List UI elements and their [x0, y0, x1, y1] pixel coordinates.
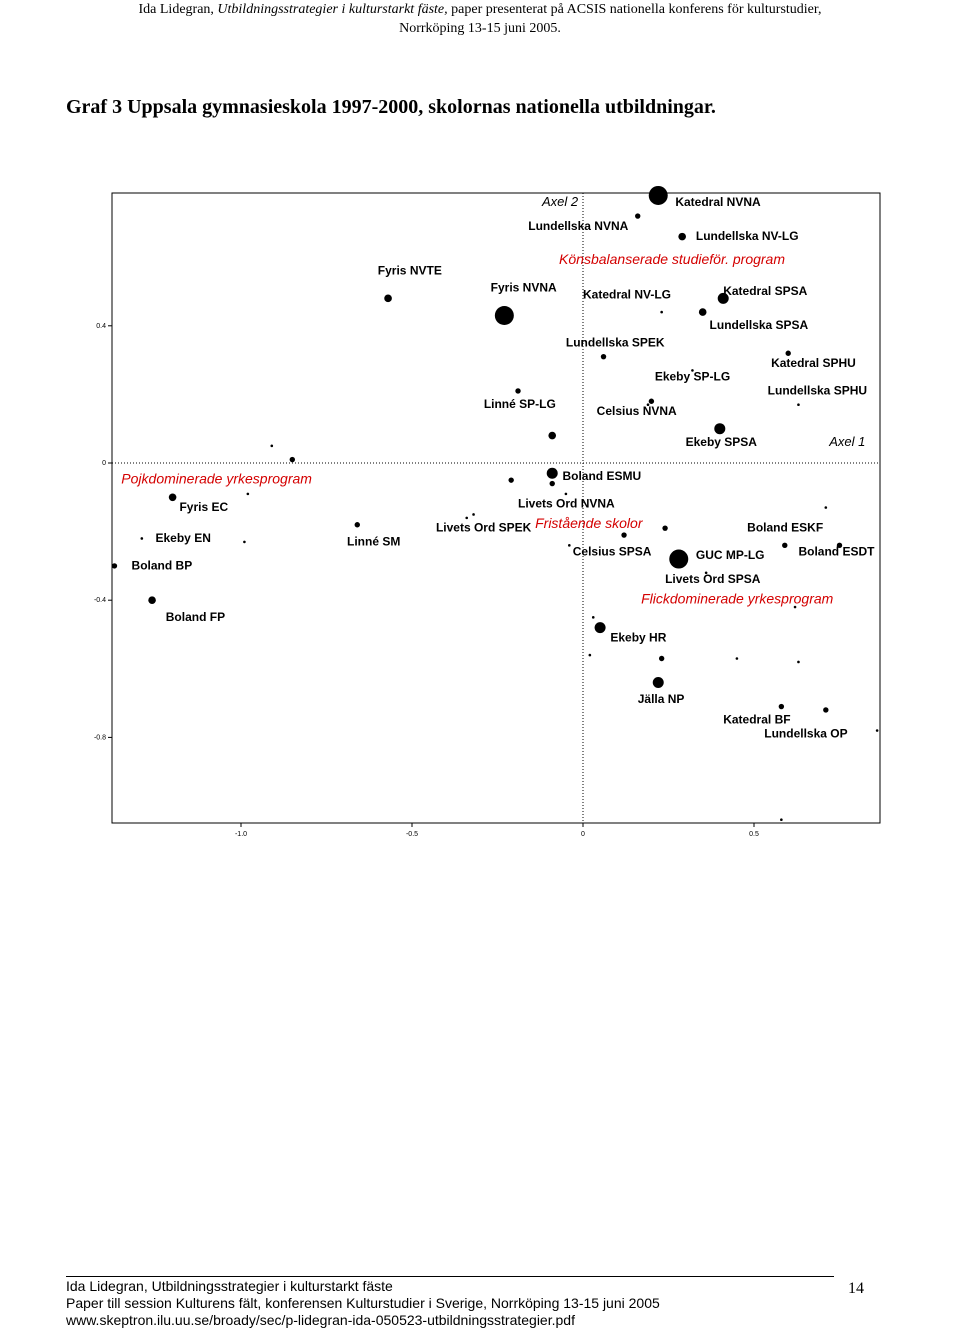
data-point	[290, 457, 295, 462]
data-point	[797, 403, 800, 406]
point-label: Linné SP-LG	[483, 397, 556, 412]
data-point	[621, 532, 626, 537]
y-tick-label: 0	[102, 460, 106, 467]
data-point	[662, 525, 667, 530]
point-label: Boland ESDT	[798, 544, 875, 559]
data-point	[797, 661, 800, 664]
group-annotation: Pojkdominerade yrkesprogram	[121, 470, 312, 487]
data-point	[495, 306, 514, 325]
point-label: Boland ESMU	[562, 469, 642, 484]
group-annotation: Fristående skolor	[535, 515, 643, 532]
point-label: Ekeby EN	[155, 530, 211, 545]
data-point	[270, 445, 273, 448]
header-line-2: Norrköping 13-15 juni 2005.	[399, 21, 561, 36]
header-line-1	[0, 0, 960, 19]
point-label: Fyris EC	[179, 500, 229, 515]
point-label: Livets Ord SPEK	[435, 520, 532, 535]
data-point	[548, 432, 556, 440]
point-label: Lundellska NVNA	[528, 218, 629, 233]
footer-rule	[66, 1276, 834, 1277]
header-author: Ida Lidegran,	[138, 2, 214, 17]
y-tick-label: -0.8	[93, 734, 106, 742]
data-point	[825, 506, 828, 509]
footer-line-3: www.skeptron.ilu.uu.se/broady/sec/p-lidegran-ida-050523-utbildningsstrategier.pdf	[66, 1312, 575, 1328]
point-label: Katedral NV-LG	[583, 287, 672, 302]
page-number: 14	[848, 1280, 864, 1297]
axis-title: Axel 2	[541, 193, 579, 209]
data-point	[660, 311, 663, 314]
footer-line-2: Paper till session Kulturens fält, konferensen Kulturstudier i Sverige, Norrköping 13-15 juni 2005	[66, 1295, 660, 1311]
data-point	[141, 537, 144, 540]
y-tick-label: -0.4	[93, 597, 106, 605]
header-rest: paper presenterat på ACSIS nationella konferens för kulturstudier,	[451, 2, 822, 17]
figure-title: Graf 3 Uppsala gymnasieskola 1997-2000, skolornas nationella utbildningar.	[66, 96, 716, 118]
footer-line-1: Ida Lidegran, Utbildningsstrategier i kulturstarkt fäste	[66, 1278, 393, 1294]
data-point	[508, 477, 513, 482]
data-point	[148, 596, 156, 604]
data-point	[876, 729, 879, 732]
point-label: Livets Ord SPSA	[665, 572, 761, 587]
x-tick-label: -0.5	[405, 831, 419, 838]
data-point	[547, 468, 558, 479]
point-label: Fyris NVNA	[490, 280, 557, 295]
point-label: Ekeby SP-LG	[654, 369, 731, 384]
group-annotation: Flickdominerade yrkesprogram	[641, 590, 834, 607]
y-tick-label: 0.4	[96, 322, 106, 330]
point-label: Boland BP	[131, 558, 193, 573]
point-label: Ekeby HR	[610, 630, 667, 645]
point-label: Celsius NVNA	[596, 403, 677, 418]
data-point	[601, 354, 606, 359]
data-point	[384, 295, 392, 303]
data-point	[699, 308, 707, 316]
data-point	[780, 818, 783, 821]
data-point	[678, 233, 686, 241]
data-point	[823, 707, 828, 712]
point-label: Katedral NVNA	[675, 194, 761, 209]
data-point	[550, 481, 555, 486]
point-label: Lundellska NV-LG	[695, 229, 799, 244]
data-point	[112, 563, 117, 568]
point-label: Lundellska OP	[764, 726, 848, 741]
data-point	[782, 543, 787, 548]
data-point	[669, 550, 688, 569]
x-tick-label: 0	[581, 831, 585, 838]
data-point	[714, 423, 725, 434]
x-tick-label: 0.5	[749, 831, 759, 838]
data-point	[568, 544, 571, 547]
point-label: Lundellska SPHU	[767, 383, 868, 398]
data-point	[565, 493, 568, 496]
point-label: GUC MP-LG	[695, 548, 765, 563]
data-point	[649, 186, 668, 205]
point-label: Boland FP	[165, 609, 226, 624]
point-label: Katedral SPSA	[723, 283, 808, 298]
point-label: Celsius SPSA	[572, 544, 652, 559]
data-point	[653, 677, 664, 688]
data-point	[243, 541, 246, 544]
data-point	[472, 513, 475, 516]
data-point	[515, 388, 520, 393]
point-label: Jälla NP	[637, 692, 685, 707]
axis-title: Axel 1	[829, 433, 866, 449]
point-label: Katedral BF	[723, 712, 791, 727]
data-point	[595, 622, 606, 633]
data-point	[355, 522, 360, 527]
point-label: Fyris NVTE	[377, 263, 442, 278]
data-point	[635, 213, 640, 218]
data-point	[779, 704, 784, 709]
page-header	[0, 0, 960, 38]
correspondence-scatter-chart	[0, 150, 960, 870]
point-label: Lundellska SPEK	[565, 335, 665, 350]
data-point	[169, 494, 177, 502]
point-label: Katedral SPHU	[771, 355, 856, 370]
data-point	[592, 616, 595, 619]
x-tick-label: -1.0	[234, 831, 248, 838]
header-work-title: Utbildningsstrategier i kulturstarkt fäste,	[217, 2, 448, 17]
data-point	[736, 657, 739, 660]
group-annotation: Könsbalanserade studieför. program	[559, 251, 786, 268]
point-label: Linné SM	[347, 534, 401, 549]
point-label: Ekeby SPSA	[685, 434, 757, 449]
data-point	[589, 654, 592, 657]
data-point	[659, 656, 664, 661]
point-label: Livets Ord NVNA	[518, 496, 615, 511]
data-point	[247, 493, 250, 496]
data-point	[465, 517, 468, 520]
point-label: Lundellska SPSA	[709, 318, 809, 333]
point-label: Boland ESKF	[747, 520, 824, 535]
